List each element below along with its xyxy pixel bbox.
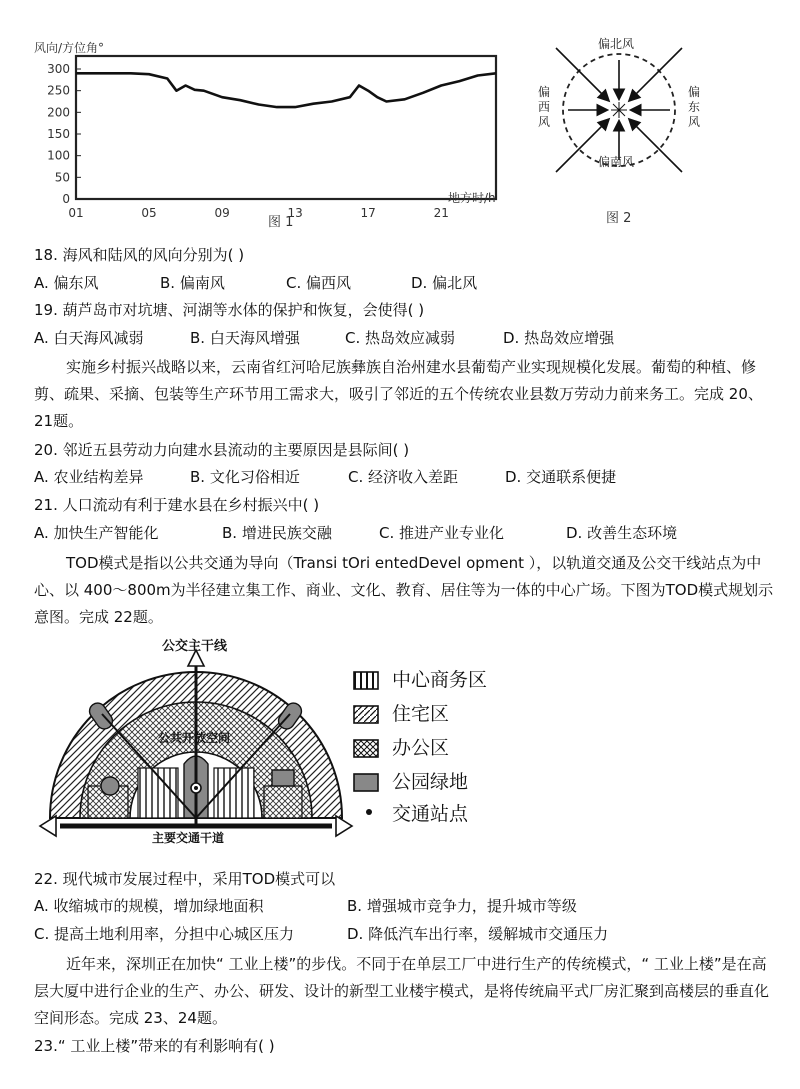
x-axis-label: 地方时/h xyxy=(448,191,496,205)
road-arrow-left-icon xyxy=(40,816,56,836)
q22-option-a[interactable]: A. 收缩城市的规模，增加绿地面积 xyxy=(34,897,264,915)
x-tick-label: 09 xyxy=(214,206,230,220)
figure-3 xyxy=(30,636,360,846)
q18-option-c[interactable]: C. 偏西风 xyxy=(286,274,352,292)
figure-1 xyxy=(30,38,510,233)
q23-stem: 23.“ 工业上楼”带来的有利影响有( ) xyxy=(34,1037,275,1055)
cbd-swatch-icon xyxy=(352,670,382,692)
y-tick-label: 100 xyxy=(47,148,70,163)
station-dot-icon xyxy=(352,804,382,826)
wind-direction-chart xyxy=(30,38,510,233)
q19-option-c[interactable]: C. 热岛效应减弱 xyxy=(345,329,456,347)
x-tick-label: 13 xyxy=(287,206,303,220)
vertical-label-char: 风 xyxy=(538,115,551,129)
q19-option-d[interactable]: D. 热岛效应增强 xyxy=(503,329,615,347)
road-arrow-right-icon xyxy=(336,816,352,836)
q19-option-b[interactable]: B. 白天海风增强 xyxy=(190,329,300,347)
x-tick-label: 21 xyxy=(433,206,449,220)
x-tick-label: 01 xyxy=(68,206,84,220)
office-block-right xyxy=(264,786,302,818)
vertical-label-char: 风 xyxy=(688,115,701,129)
vertical-label-char: 西 xyxy=(538,100,551,114)
q19-stem: 19. 葫芦岛市对坑塘、河湖等水体的保护和恢复，会使得( ) xyxy=(34,301,425,319)
legend-label-cbd: 中心商务区 xyxy=(392,669,488,691)
figure-2-caption: 图 2 xyxy=(606,211,632,226)
label-north-wind: 偏北风 xyxy=(598,37,635,51)
residential-swatch-icon xyxy=(352,704,382,726)
passage-grapes: 实施乡村振兴战略以来，云南省红河哈尼族彝族自治州建水县葡萄产业实现规模化发展。葡萄的种植、修剪、疏果、采摘、包装等生产环节用工需求大，吸引了邻近的五个传统农业县数万劳动力前来务工。完成 20、21题。 xyxy=(34,358,763,430)
arrow-se-icon xyxy=(630,120,682,172)
legend-label-office: 办公区 xyxy=(392,737,450,759)
wind-compass-diagram xyxy=(526,34,716,234)
q19-option-a[interactable]: A. 白天海风减弱 xyxy=(34,329,144,347)
q20-stem: 20. 邻近五县劳动力向建水县流动的主要原因是县际间( ) xyxy=(34,441,410,459)
park-swatch-icon xyxy=(352,772,382,794)
plot-frame xyxy=(76,56,496,199)
y-tick-label: 150 xyxy=(47,127,70,141)
q18-stem: 18. 海风和陆风的风向分别为( ) xyxy=(34,246,245,264)
q22-option-b[interactable]: B. 增强城市竞争力，提升城市等级 xyxy=(347,897,577,915)
legend-item-cbd xyxy=(352,668,522,694)
q21-option-b[interactable]: B. 增进民族交融 xyxy=(222,524,332,542)
center-star-icon xyxy=(611,102,627,118)
q20-option-b[interactable]: B. 文化习俗相近 xyxy=(190,468,300,486)
figure-1-caption: 图 1 xyxy=(268,215,294,230)
q21-stem: 21. 人口流动有利于建水县在乡村振兴中( ) xyxy=(34,496,320,514)
q20-option-c[interactable]: C. 经济收入差距 xyxy=(348,468,459,486)
q22-option-c[interactable]: C. 提高土地利用率，分担中心城区压力 xyxy=(34,925,295,943)
y-tick-label: 50 xyxy=(54,170,70,185)
public-space-label: 公共开放空间 xyxy=(158,731,231,745)
y-tick-label: 300 xyxy=(47,62,70,76)
vertical-label-char: 偏 xyxy=(538,85,551,99)
legend-label-park: 公园绿地 xyxy=(392,771,469,793)
q21-option-d[interactable]: D. 改善生态环境 xyxy=(566,524,678,542)
park-green-circle-left xyxy=(101,777,119,795)
legend-item-park xyxy=(352,770,522,796)
y-tick-label: 250 xyxy=(47,83,70,98)
office-swatch-icon xyxy=(352,738,382,760)
label-west-wind xyxy=(538,84,550,129)
bus-trunk-line-label: 公交主干线 xyxy=(162,639,228,654)
q22-stem: 22. 现代城市发展过程中，采用TOD模式可以 xyxy=(34,870,336,888)
figure-2 xyxy=(526,34,716,234)
q18-option-d[interactable]: D. 偏北风 xyxy=(411,274,478,292)
vertical-label-char: 东 xyxy=(688,100,701,114)
park-green-space xyxy=(272,770,294,786)
legend-label-station: 交通站点 xyxy=(392,803,469,825)
legend-item-office xyxy=(352,736,522,762)
label-south-wind: 偏南风 xyxy=(598,155,635,169)
figure-3-legend xyxy=(352,668,522,828)
label-east-wind xyxy=(688,84,700,129)
q22-option-d[interactable]: D. 降低汽车出行率，缓解城市交通压力 xyxy=(347,925,609,943)
y-axis-label: 风向/方位角° xyxy=(34,41,105,55)
legend-item-station xyxy=(352,802,522,828)
wind-direction-series-line xyxy=(76,73,496,107)
q21-option-c[interactable]: C. 推进产业专业化 xyxy=(379,524,505,542)
passage-tod: TOD模式是指以公共交通为导向（Transi tOri entedDevel opment ），以轨道交通及公交干线站点为中心、以 400～800m为半径建立集工作、商业、文化、教育、居住等为一体的中心广场。下图为TOD模式规划示意图。完成 22题。 xyxy=(34,554,774,626)
q18-option-a[interactable]: A. 偏东风 xyxy=(34,274,99,292)
x-tick-label: 05 xyxy=(141,206,157,220)
tod-model-diagram xyxy=(30,636,360,846)
y-tick-label: 200 xyxy=(47,105,70,120)
q20-option-d[interactable]: D. 交通联系便捷 xyxy=(505,468,617,486)
main-road-label: 主要交通干道 xyxy=(152,831,225,845)
arrow-nw-icon xyxy=(556,48,608,100)
x-tick-label: 17 xyxy=(360,206,376,220)
vertical-label-char: 偏 xyxy=(688,85,701,99)
q20-option-a[interactable]: A. 农业结构差异 xyxy=(34,468,144,486)
y-tick-label: 0 xyxy=(62,192,70,206)
legend-item-residential xyxy=(352,702,522,728)
legend-label-residential: 住宅区 xyxy=(392,703,450,725)
q21-option-a[interactable]: A. 加快生产智能化 xyxy=(34,524,159,542)
passage-industry-upstairs: 近年来，深圳正在加快“ 工业上楼”的步伐。不同于在单层工厂中进行生产的传统模式，“ 工业上楼”是在高层大厦中进行企业的生产、办公、研发、设计的新型工业楼宇模式，是将传统扁平式厂房汇聚到高楼层的垂直化空间形态。完成 23、24题。 xyxy=(34,955,770,1027)
q18-option-b[interactable]: B. 偏南风 xyxy=(160,274,225,292)
arrow-ne-icon xyxy=(630,48,682,100)
